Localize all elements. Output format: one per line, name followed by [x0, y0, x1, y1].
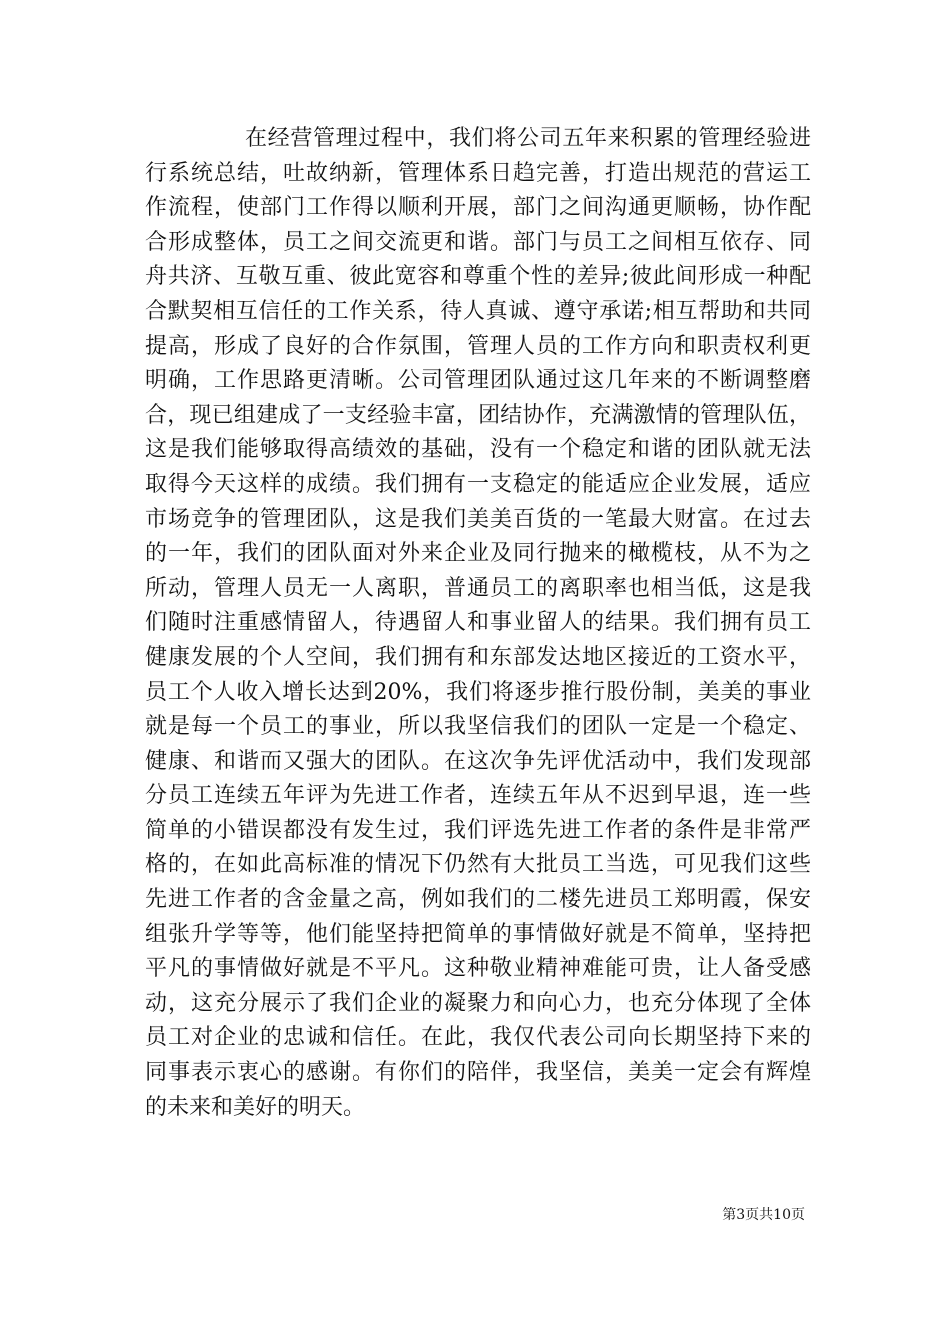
paragraph-line: 员工对企业的忠诚和信任。在此，我仅代表公司向长期坚持下来的	[145, 1025, 811, 1051]
paragraph-line: 在经营管理过程中，我们将公司五年来积累的管理经验进	[245, 126, 811, 151]
paragraph-line: 明确，工作思路更清晰。公司管理团队通过这几年来的不断调整磨	[145, 368, 811, 394]
paragraph-line: 这是我们能够取得高绩效的基础，没有一个稳定和谐的团队就无法	[145, 437, 811, 463]
page-number-footer: 第3页共10页	[722, 1207, 805, 1223]
paragraph-line: 健康发展的个人空间，我们拥有和东部发达地区接近的工资水平，	[145, 644, 811, 670]
paragraph-line: 就是每一个员工的事业，所以我坚信我们的团队一定是一个稳定、	[145, 714, 811, 740]
paragraph-line: 合默契相互信任的工作关系，待人真诚、遵守承诺;相互帮助和共同	[145, 298, 811, 324]
paragraph-line: 们随时注重感情留人，待遇留人和事业留人的结果。我们拥有员工	[145, 610, 811, 636]
paragraph-line: 组张升学等等，他们能坚持把简单的事情做好就是不简单，坚持把	[145, 921, 811, 947]
paragraph-line: 的一年，我们的团队面对外来企业及同行抛来的橄榄枝，从不为之	[145, 541, 811, 567]
paragraph-line: 员工个人收入增长达到20%，我们将逐步推行股份制，美美的事业	[145, 679, 811, 705]
paragraph-line: 平凡的事情做好就是不平凡。这种敬业精神难能可贵，让人备受感	[145, 956, 811, 982]
paragraph-line: 简单的小错误都没有发生过，我们评选先进工作者的条件是非常严	[145, 817, 811, 843]
paragraph-line: 的未来和美好的明天。	[145, 1094, 366, 1120]
paragraph-line: 合形成整体，员工之间交流更和谐。部门与员工之间相互依存、同	[145, 229, 811, 255]
paragraph-line: 所动，管理人员无一人离职，普通员工的离职率也相当低，这是我	[145, 575, 811, 601]
paragraph-line: 先进工作者的含金量之高，例如我们的二楼先进员工郑明霞，保安	[145, 887, 811, 913]
paragraph-line: 取得今天这样的成绩。我们拥有一支稳定的能适应企业发展，适应	[145, 471, 811, 497]
body-paragraph	[145, 122, 811, 1125]
paragraph-line: 提高，形成了良好的合作氛围，管理人员的工作方向和职责权利更	[145, 333, 811, 359]
paragraph-line: 作流程，使部门工作得以顺利开展，部门之间沟通更顺畅，协作配	[145, 195, 811, 221]
paragraph-line: 行系统总结，吐故纳新，管理体系日趋完善，打造出规范的营运工	[145, 160, 811, 186]
paragraph-line: 健康、和谐而又强大的团队。在这次争先评优活动中，我们发现部	[145, 748, 811, 774]
paragraph-line: 动，这充分展示了我们企业的凝聚力和向心力，也充分体现了全体	[145, 990, 811, 1016]
paragraph-line: 分员工连续五年评为先进工作者，连续五年从不迟到早退，连一些	[145, 783, 811, 809]
paragraph-line: 舟共济、互敬互重、彼此宽容和尊重个性的差异;彼此间形成一种配	[145, 264, 811, 290]
paragraph-line: 合，现已组建成了一支经验丰富，团结协作，充满激情的管理队伍，	[145, 402, 811, 428]
paragraph-line: 格的，在如此高标准的情况下仍然有大批员工当选，可见我们这些	[145, 852, 811, 878]
paragraph-line: 市场竞争的管理团队，这是我们美美百货的一笔最大财富。在过去	[145, 506, 811, 532]
paragraph-line: 同事表示衷心的感谢。有你们的陪伴，我坚信，美美一定会有辉煌	[145, 1060, 811, 1086]
